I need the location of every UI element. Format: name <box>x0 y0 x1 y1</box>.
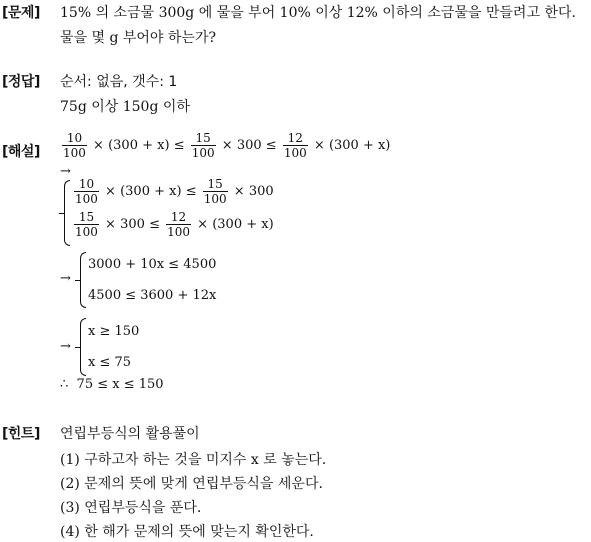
hint-step-1: (1) 구하고자 하는 것을 미지수 x 로 놓는다. <box>60 452 327 468</box>
hint-step-3: (3) 연립부등식을 푼다. <box>60 500 202 516</box>
hint-step-2: (2) 문제의 뜻에 맞게 연립부등식을 세운다. <box>60 476 323 492</box>
system-1-line-2: $\frac{15}{100}$ × 300 ≤ $\frac{12}{100}$ × (300 + x) <box>75 210 274 239</box>
hint-step-4: (4) 한 해가 문제의 뜻에 맞는지 확인한다. <box>60 524 314 540</box>
answer-label: [정답] <box>2 74 40 90</box>
system-3-line-2: x ≤ 75 <box>88 355 132 370</box>
system-1-brace <box>64 180 70 246</box>
problem-text-line-1: 15% 의 소금물 300g 에 물을 부어 10% 이상 12% 이하의 소금물을 만들려고 한다. <box>60 5 576 21</box>
system-3-line-1: x ≥ 150 <box>88 324 140 339</box>
fraction-10-100: $\frac{10}{100}$ <box>63 131 86 160</box>
system-3-brace <box>80 318 86 376</box>
system-2-line-1: 3000 + 10x ≤ 4500 <box>88 257 217 272</box>
solution-main-inequality: $\frac{10}{100}$ × (300 + x) ≤ $\frac{15}{100}$ × 300 ≤ $\frac{12}{100}$ × (300 + x) <box>63 131 391 160</box>
system-2-line-2: 4500 ≤ 3600 + 12x <box>88 288 217 303</box>
problem-label: [문제] <box>2 5 40 21</box>
system-2-brace <box>80 252 86 308</box>
arrow-3: → <box>60 339 71 354</box>
system-1-line-1: $\frac{10}{100}$ × (300 + x) ≤ $\frac{15}{100}$ × 300 <box>75 177 274 206</box>
solution-label: [해설] <box>2 144 40 160</box>
arrow-1: → <box>60 164 71 179</box>
answer-order-count: 순서: 없음, 갯수: 1 <box>60 74 178 90</box>
answer-range: 75g 이상 150g 이하 <box>60 99 190 115</box>
hint-title: 연립부등식의 활용풀이 <box>60 426 200 442</box>
conclusion: ∴ 75 ≤ x ≤ 150 <box>60 377 164 392</box>
fraction-15-100: $\frac{15}{100}$ <box>191 131 215 160</box>
hint-label: [힌트] <box>2 426 40 442</box>
arrow-2: → <box>60 271 71 286</box>
problem-text-line-2: 물을 몇 g 부어야 하는가? <box>60 30 216 46</box>
fraction-12-100: $\frac{12}{100}$ <box>283 131 307 160</box>
